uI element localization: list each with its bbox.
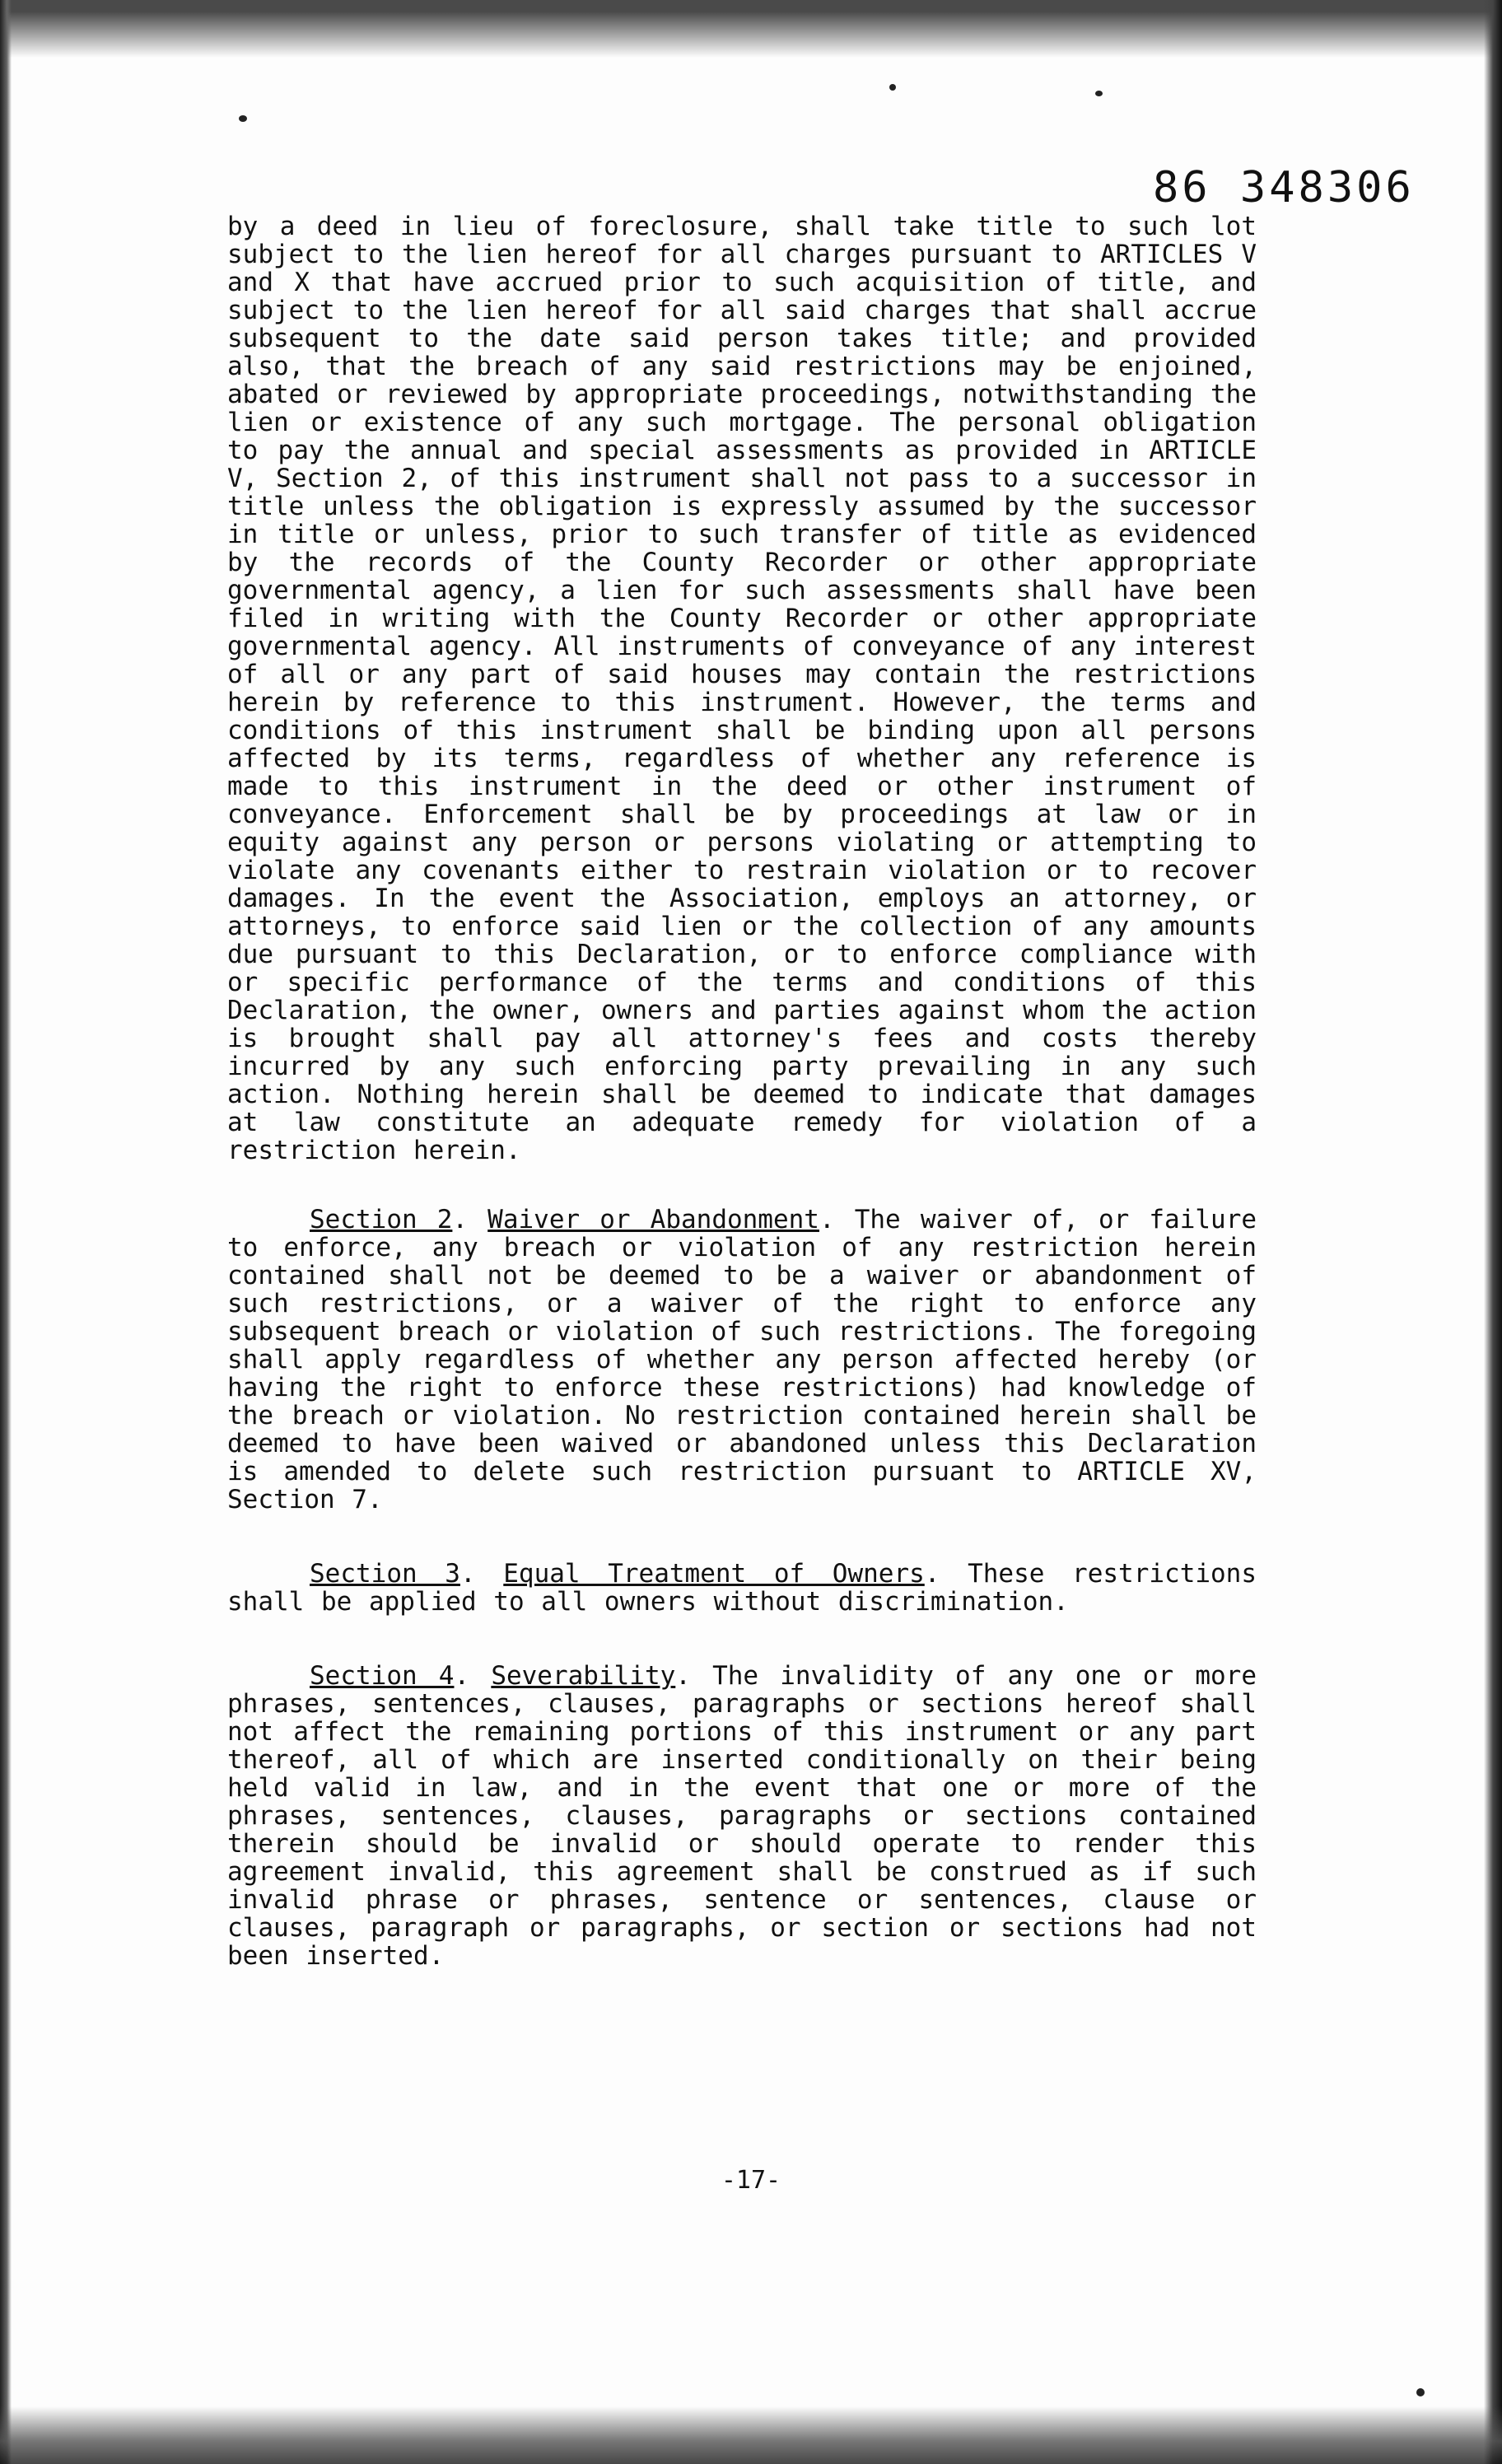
section-4-paragraph: Section 4. Severability. The invalidity of any one or more phrases, sentences, clauses, paragraphs or sections hereof shall not affect the remaining portions of this instrument or any part thereof, all of which are inserted conditionally on their being held valid in law, and in the event that one or more of the phrases, sentences, clauses, paragraphs or sections contained therein should be invalid or should operate to render this agreement invalid, this agreement shall be construed as if such invalid phrase or phrases, sentence or sentences, clause or clauses, paragraph or paragraphs, or section or sections had not been inserted. bbox=[227, 1661, 1257, 1971]
document-body bbox=[227, 212, 1257, 2016]
scan-edge-right bbox=[1484, 0, 1502, 2464]
scan-edge-top bbox=[0, 0, 1502, 58]
scan-speck bbox=[1095, 91, 1103, 96]
section-2-title: Waiver or Abandonment bbox=[487, 1205, 819, 1234]
section-3-paragraph: Section 3. Equal Treatment of Owners. These restrictions shall be applied to all owners without discrimination. bbox=[227, 1559, 1257, 1617]
continuation-paragraph: by a deed in lieu of foreclosure, shall take title to such lot subject to the lien hereof for all charges pursuant to ARTICLES V and X that have accrued prior to such acquisition of title, and subject to the lien hereof for all said charges that shall accrue subsequent to the date said person takes title; and provided also, that the breach of any said restrictions may be enjoined, abated or reviewed by appropriate proceedings, notwithstanding the lien or existence of any such mortgage. The personal obligation to pay the annual and special assessments as provided in ARTICLE V, Section 2, of this instrument shall not pass to a successor in title unless the obligation is expressly assumed by the successor in title or unless, prior to such transfer of title as evidenced by the records of the County Recorder or other appropriate governmental agency, a lien for such assessments shall have been filed in writing with the County Recorder or other appropriate governmental agency. All instruments of conveyance of any interest of all or any part of said houses may contain the restrictions herein by reference to this instrument. However, the terms and conditions of this instrument shall be binding upon all persons affected by its terms, regardless of whether any reference is made to this instrument in the deed or other instrument of conveyance. Enforcement shall be by proceedings at law or in equity against any person or persons violating or attempting to violate any covenants either to restrain violation or to recover damages. In the event the Association, employs an attorney, or attorneys, to enforce said lien or the collection of any amounts due pursuant to this Declaration, or to enforce compliance with or specific performance of the terms and conditions of this Declaration, the owner, owners and parties against whom the action is brought shall pay all attorney's fees and costs thereby incurred by any such enforcing party prevailing in any such action. Nothing herein shall be deemed to indicate that damages at law constitute an adequate remedy for violation of a restriction herein. bbox=[227, 212, 1257, 1165]
scan-edge-left bbox=[0, 0, 12, 2464]
section-4-label: Section 4 bbox=[310, 1661, 455, 1691]
section-2-text: The waiver of, or failure to enforce, any breach or violation of any restriction herein contained shall not be deemed to be a waiver or abandonment of such restrictions, or a waiver of the right to enforce any subsequent breach or violation of such restrictions. The foregoing shall apply regardless of whether any person affected hereby (or having the right to enforce these restrictions) had knowledge of the breach or violation. No restriction contained herein shall be deemed to have been waived or abandoned unless this Declaration is amended to delete such restriction pursuant to ARTICLE XV, Section 7. bbox=[227, 1205, 1257, 1514]
scan-speck bbox=[1416, 2388, 1425, 2396]
scan-speck bbox=[239, 115, 247, 122]
section-2-label: Section 2 bbox=[310, 1205, 453, 1234]
scan-edge-bottom bbox=[0, 2406, 1502, 2464]
section-2-paragraph: Section 2. Waiver or Abandonment. The waiver of, or failure to enforce, any breach or violation of any restriction herein contained shall not be deemed to be a waiver or abandonment of such restrictions, or a waiver of the right to enforce any subsequent breach or violation of such restrictions. The foregoing shall apply regardless of whether any person affected hereby (or having the right to enforce these restrictions) had knowledge of the breach or violation. No restriction contained herein shall be deemed to have been waived or abandoned unless this Declaration is amended to delete such restriction pursuant to ARTICLE XV, Section 7. bbox=[227, 1205, 1257, 1514]
section-3-label: Section 3 bbox=[310, 1559, 460, 1589]
scan-speck bbox=[889, 84, 896, 91]
recording-number: 86 348306 bbox=[1153, 163, 1415, 212]
page-number: -17- bbox=[721, 2166, 781, 2195]
section-3-title: Equal Treatment of Owners bbox=[503, 1559, 925, 1589]
section-4-text: The invalidity of any one or more phrases, sentences, clauses, paragraphs or sections hereof shall not affect the remaining portions of this instrument or any part thereof, all of which are inserted conditionally on their being held valid in law, and in the event that one or more of the phrases, sentences, clauses, paragraphs or sections contained therein should be invalid or should operate to render this agreement invalid, this agreement shall be construed as if such invalid phrase or phrases, sentence or sentences, clause or clauses, paragraph or paragraphs, or section or sections had not been inserted. bbox=[227, 1661, 1257, 1971]
section-3-text: These restrictions shall be applied to all owners without discrimination. bbox=[227, 1559, 1257, 1617]
section-4-title: Severability bbox=[491, 1661, 676, 1691]
